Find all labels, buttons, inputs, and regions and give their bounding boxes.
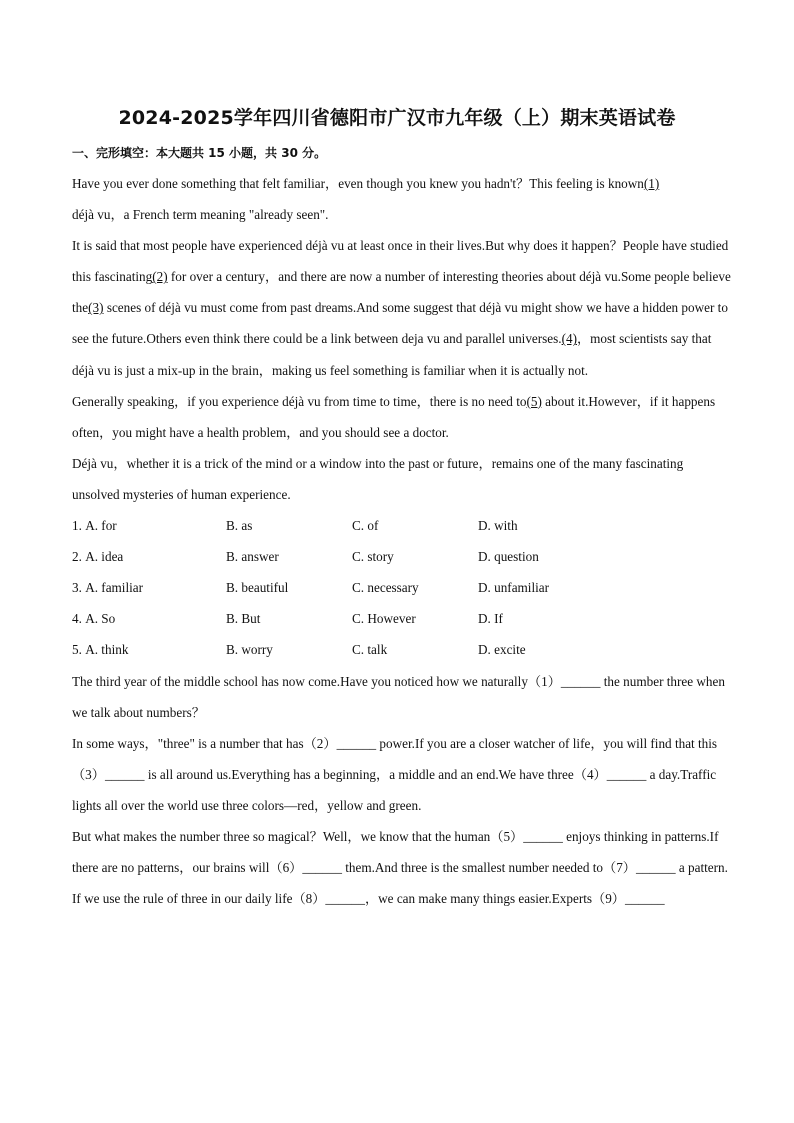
option-c: C. necessary (352, 580, 419, 596)
option-c: C. of (352, 518, 379, 534)
question-number: 4. (72, 611, 82, 627)
option-c: C. However (352, 611, 416, 627)
blank-2: (2) (152, 269, 168, 285)
exam-body (72, 168, 732, 914)
option-b: B. answer (226, 549, 279, 565)
option-d: D. unfamiliar (478, 580, 550, 596)
text-run: about it.However，if it happens often，you might have a health problem，and you should see a doctor. (72, 393, 716, 440)
passage2-paragraph-1: The third year of the middle school has now come.Have you noticed how we naturally（1）______ the number three when we talk about numbers？ (72, 673, 725, 720)
text-run: déjà vu，a French term meaning "already seen". (72, 207, 329, 223)
choice-row (72, 572, 732, 603)
blank-5: (5) (526, 393, 542, 409)
option-a: A. familiar (85, 580, 144, 596)
exam-title: 2024-2025学年四川省德阳市广汉市九年级（上）期末英语试卷 (118, 107, 676, 129)
blank-1: (1) (643, 176, 660, 191)
answer-choices (72, 510, 732, 665)
option-c: C. story (352, 549, 394, 565)
text-run: It is said that most people have experienced déjà vu at least once in their lives.But why does it happen？People have studied this fascinating (72, 238, 729, 285)
passage1-paragraph-4: Déjà vu，whether it is a trick of the mind or a window into the past or future，remains one of the many fascinating unsolved mysteries of human experience. (72, 455, 684, 502)
passage2-paragraph-3: But what makes the number three so magical？Well，we know that the human（5）______ enjoys thinking in patterns.If there are no patterns，our brains will（6）______ them.And three is the smallest number needed to（7）______ a pattern. (72, 828, 728, 876)
choice-row (72, 603, 732, 634)
text-run: scenes of déjà vu must come from past dreams.And some suggest that déjà vu might show we have a hidden power to see the future.Others even think there could be a link between deja vu and parallel universes. (72, 300, 728, 347)
question-number: 3. (72, 580, 82, 596)
blank-3: (3) (88, 300, 104, 316)
option-d: D. with (478, 518, 518, 534)
text-run: ，most scientists say that déjà vu is just a mix-up in the brain，making us feel something is familiar when it is actually not. (72, 331, 712, 378)
option-a: A. think (85, 642, 129, 658)
option-a: A. idea (85, 549, 124, 565)
choice-row (72, 541, 732, 572)
question-number: 2. (72, 549, 82, 565)
choice-row (72, 510, 732, 541)
passage1-paragraph-1 (72, 168, 732, 230)
blank-4: (4) (561, 331, 577, 347)
text-run: Have you ever done something that felt familiar，even though you knew you hadn't？This feeling is known (72, 176, 644, 191)
option-a: A. So (85, 611, 116, 627)
passage2-paragraph-2: In some ways，"three" is a number that has（2）______ power.If you are a closer watcher of life，you will find that this（3）______ is all around us.Everything has a beginning，a middle and an end.We have three（4）______ a day.Traffic lights all over the world use three colors—red，yellow and green. (72, 735, 718, 813)
passage2-paragraph-4: If we use the rule of three in our daily life（8）______，we can make many things easier.Experts（9）______ (72, 891, 665, 907)
section-heading: 一、完形填空：本大题共 15 小题，共 30 分。 (72, 146, 327, 160)
option-b: B. as (226, 518, 253, 534)
text-run: Generally speaking，if you experience déjà vu from time to time，there is no need to (72, 393, 527, 409)
option-c: C. talk (352, 642, 388, 658)
passage1-paragraph-2 (72, 230, 732, 385)
option-a: A. for (85, 518, 117, 534)
option-b: B. beautiful (226, 580, 289, 596)
choice-row (72, 634, 732, 665)
question-number: 5. (72, 642, 82, 658)
option-d: D. question (478, 549, 539, 565)
option-d: D. excite (478, 642, 526, 658)
option-b: B. worry (226, 642, 273, 658)
option-b: B. But (226, 611, 261, 627)
question-number: 1. (72, 518, 82, 534)
option-d: D. If (478, 611, 503, 627)
passage1-paragraph-3 (72, 386, 732, 448)
text-run: for over a century，and there are now a number of interesting theories about déjà vu.Some people believe the (72, 269, 731, 316)
